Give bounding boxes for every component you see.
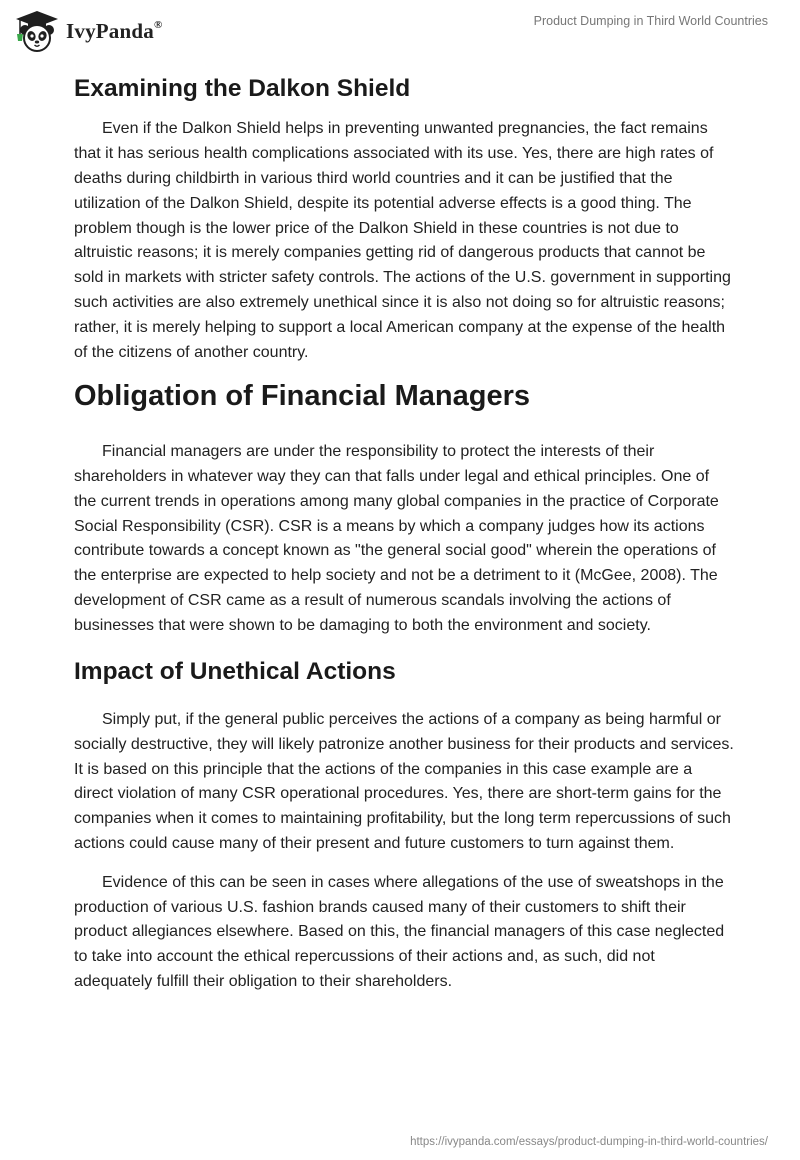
paragraph: Simply put, if the general public perceives the actions of a company as being harmful or socially destructive, they will likely patronize another business for their products and services. It is based on this principle that the actions of the companies in this case example are a direct violation of many CSR operational procedures. Yes, there are short-term gains for the companies when it comes to maintaining profitability, but the long term repercussions of such actions could cause many of their present and future customers to turn against them. xyxy=(74,710,734,852)
paragraph: Even if the Dalkon Shield helps in preventing unwanted pregnancies, the fact remains that it has serious health complications associated with its use. Yes, there are high rates of deaths during childbirth in various third world countries and it can be justified that the utilization of the Dalkon Shield, despite its potential adverse effects is a good thing. The problem though is the lower price of the Dalkon Shield in these countries is not due to altruistic reasons; it is merely companies getting rid of dangerous products that cannot be sold in markets with stricter safety controls. The actions of the U.S. government in supporting such activities are also extremely unethical since it is also not doing so for altruistic reasons; rather, it is merely helping to support a local American company at the expense of the health of the citizens of another country. xyxy=(74,120,731,361)
paragraph: Evidence of this can be seen in cases where allegations of the use of sweatshops in the production of various U.S. fashion brands caused many of their customers to shift their product allegiances elsewhere. Based on this, the financial managers of this case neglected to take into account the ethical repercussions of their actions and, as such, did not adequately fulfill their obligation to their shareholders. xyxy=(74,873,725,990)
page-header xyxy=(0,0,800,64)
brand-logo[interactable] xyxy=(14,8,162,54)
article-body xyxy=(74,70,734,1009)
paragraph: Financial managers are under the responsibility to protect the interests of their shareholders in whatever way they can that falls under legal and ethical principles. One of the current trends in operations among many global companies in the practice of Corporate Social Responsibility (CSR). CSR is a means by which a company judges how its actions contribute towards a concept known as "the general social good" wherein the operations of the enterprise are expected to help society and not be a detriment to it (McGee, 2008). The development of CSR came as a result of numerous scandals involving the actions of businesses that were shown to be damaging to both the environment and society. xyxy=(74,443,719,634)
panda-logo-icon xyxy=(14,8,60,54)
document-title: Product Dumping in Third World Countries xyxy=(533,14,768,28)
section-heading-unethical-actions: Impact of Unethical Actions xyxy=(74,657,396,685)
brand-name: IvyPanda® xyxy=(66,18,163,43)
section-heading-dalkon-shield: Examining the Dalkon Shield xyxy=(74,75,411,102)
source-url-link[interactable]: https://ivypanda.com/essays/product-dumping-in-third-world-countries/ xyxy=(410,1136,768,1148)
section-heading-financial-managers: Obligation of Financial Managers xyxy=(74,380,530,413)
